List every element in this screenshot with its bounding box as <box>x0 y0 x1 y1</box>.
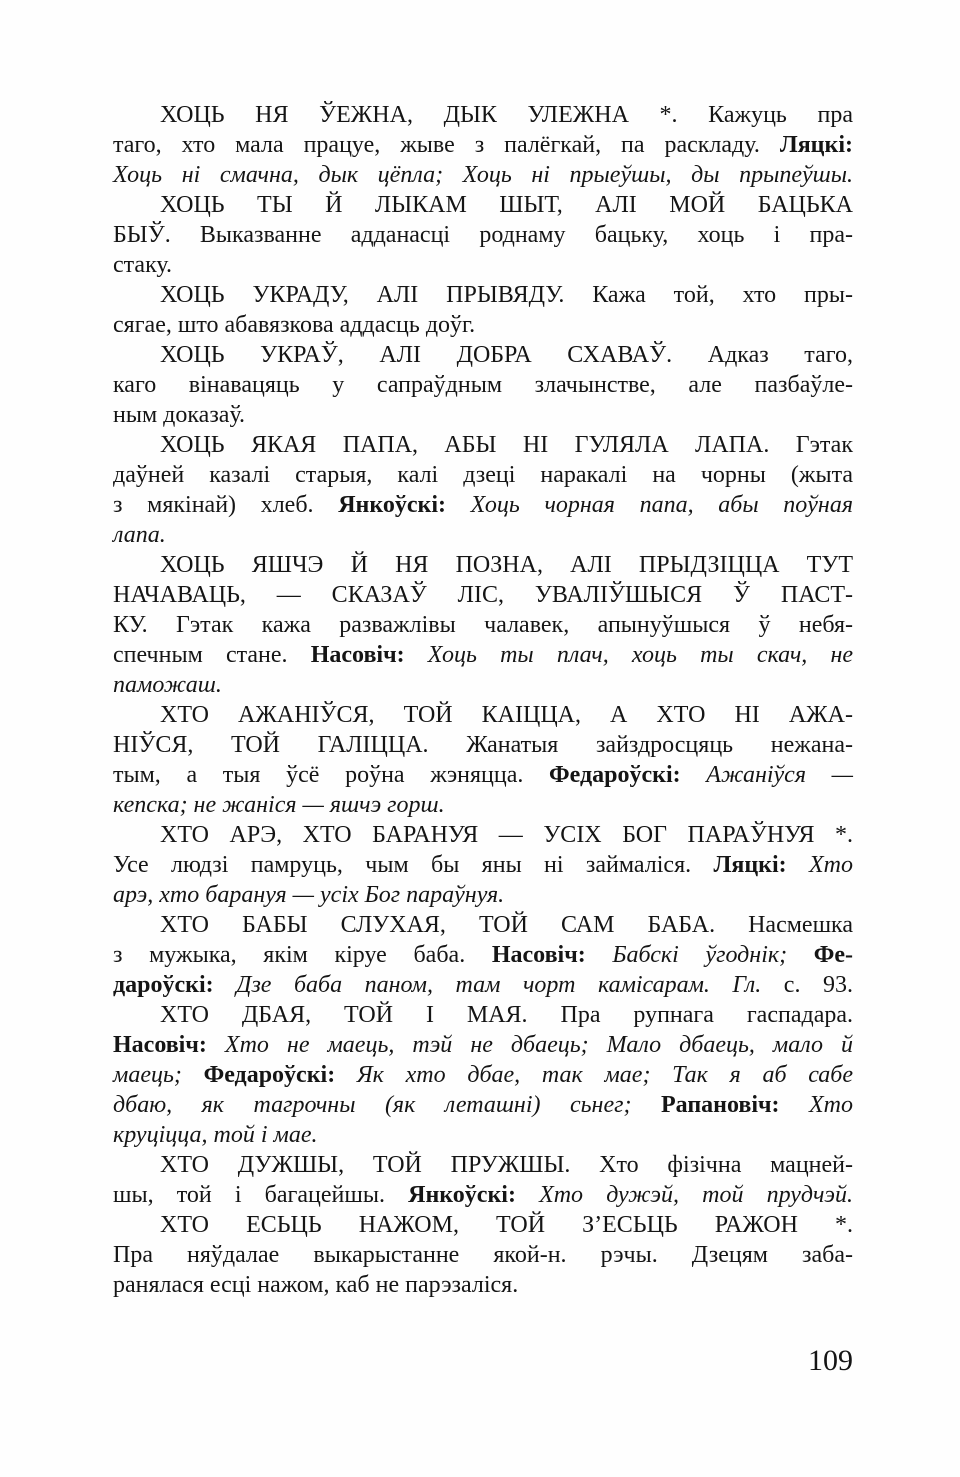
text-line <box>113 220 853 250</box>
source-name: дароўскі: <box>113 972 214 998</box>
text-line <box>113 580 853 610</box>
text-run: ранялася есці нажом, каб не парэзаліся. <box>113 1272 519 1298</box>
text-line <box>113 310 853 340</box>
proverb-entry <box>113 280 853 340</box>
source-name: Рапановіч: <box>660 1092 780 1118</box>
proverb-entry <box>113 430 853 550</box>
text-line <box>113 1270 853 1300</box>
source-name: Янкоўскі: <box>338 492 447 518</box>
text-run: шы, той і багацейшы. <box>113 1182 409 1208</box>
text-run: ХОЦЬ НЯ ЎЕЖНА, ДЫК УЛЕЖНА *. Кажуць пра <box>160 102 853 128</box>
text-line <box>113 1030 853 1060</box>
proverb-entry <box>113 820 853 910</box>
text-line <box>113 1150 853 1180</box>
text-run: ХОЦЬ ЯШЧЭ Й НЯ ПОЗНА, АЛІ ПРЫДЗІЦЦА ТУТ <box>160 552 853 578</box>
text-line <box>113 730 853 760</box>
text-run: ХТО ДУЖШЫ, ТОЙ ПРУЖШЫ. Хто фізічна мацней- <box>160 1152 853 1178</box>
quoted-proverb: Хоць ты плач, хоць ты скач, не <box>404 642 854 668</box>
text-run: ным доказаў. <box>113 402 246 428</box>
text-line <box>113 340 853 370</box>
text-line <box>113 1060 853 1090</box>
text-line <box>113 610 853 640</box>
proverb-entry <box>113 190 853 280</box>
text-line <box>113 130 853 160</box>
text-line <box>113 190 853 220</box>
proverb-entry <box>113 1210 853 1300</box>
text-run: БЫЎ. Выказванне адданасці роднаму бацьку, хоць і пра- <box>113 222 853 248</box>
text-line <box>113 880 853 910</box>
text-line <box>113 100 853 130</box>
text-line <box>113 640 853 670</box>
text-line <box>113 850 853 880</box>
text-line <box>113 160 853 190</box>
text-run: спечным стане. <box>113 642 311 668</box>
source-name: Ляцкі: <box>713 852 787 878</box>
text-run: ХОЦЬ ЯКАЯ ПАПА, АБЫ НІ ГУЛЯЛА ЛАПА. Гэтак <box>160 432 853 458</box>
text-line <box>113 1240 853 1270</box>
page-number: 109 <box>808 1344 853 1377</box>
text-run: НАЧАВАЦЬ, — СКАЗАЎ ЛІС, УВАЛІЎШЫСЯ Ў ПАСТ- <box>113 582 853 608</box>
proverb-entry <box>113 1000 853 1150</box>
text-run: тым, а тыя ўсё роўна жэняцца. <box>113 762 550 788</box>
quoted-proverb: Хоць чорная папа, абы поўная <box>446 492 853 518</box>
text-line <box>113 490 853 520</box>
text-run: КУ. Гэтак кажа разважлівы чалавек, апынуўшыся ў небя- <box>113 612 853 638</box>
text-run: даўней казалі старыя, калі дзеці наракалі на чорны (жыта <box>113 462 853 488</box>
source-name: Насовіч: <box>310 642 405 668</box>
quoted-proverb: лапа. <box>113 522 166 548</box>
text-run: каго вінавацяць у сапраўдным злачынстве, але пазбаўле- <box>113 372 853 398</box>
text-run: с. 93. <box>761 972 853 998</box>
proverb-entry <box>113 340 853 430</box>
text-run: НІЎСЯ, ТОЙ ГАЛІЦЦА. Жанатыя зайздросцяць нежана- <box>113 732 853 758</box>
text-run: ХТО ЕСЬЦЬ НАЖОМ, ТОЙ З’ЕСЬЦЬ РАЖОН *. <box>160 1212 853 1238</box>
proverb-entry <box>113 1150 853 1210</box>
text-run: з мякінай) хлеб. <box>113 492 339 518</box>
text-line <box>113 550 853 580</box>
quoted-proverb: Ажаніўся — <box>680 762 853 788</box>
source-name: Федароўскі: <box>549 762 681 788</box>
source-name: Насовіч: <box>113 1032 207 1058</box>
proverb-entry <box>113 550 853 700</box>
source-name: Федароўскі: <box>203 1062 336 1088</box>
text-line <box>113 400 853 430</box>
text-line <box>113 520 853 550</box>
text-run: ХТО БАБЫ СЛУХАЯ, ТОЙ САМ БАБА. Насмешка <box>160 912 853 938</box>
source-name: Фе- <box>813 942 854 968</box>
text-run: ХТО АРЭ, ХТО БАРАНУЯ — УСІХ БОГ ПАРАЎНУЯ *. <box>160 822 853 848</box>
text-line <box>113 430 853 460</box>
text-line <box>113 250 853 280</box>
quoted-proverb: Хоць ні смачна, дык цёпла; Хоць ні прыеўшы, ды прыпеўшы. <box>113 162 853 188</box>
text-run: ХОЦЬ УКРАДУ, АЛІ ПРЫВЯДУ. Кажа той, хто пры- <box>160 282 853 308</box>
source-name: Ляцкі: <box>779 132 853 158</box>
text-run: Усе людзі памруць, чым бы яны ні займаліся. <box>113 852 714 878</box>
text-run: ХОЦЬ ТЫ Й ЛЫКАМ ШЫТ, АЛІ МОЙ БАЦЬКА <box>160 192 853 218</box>
quoted-proverb: маець; <box>113 1062 204 1088</box>
text-run: Пра няўдалае выкарыстанне якой-н. рэчы. Дзецям заба- <box>113 1242 853 1268</box>
text-run: таго, хто мала працуе, жыве з палёгкай, па раскладу. <box>113 132 780 158</box>
text-line <box>113 670 853 700</box>
quoted-proverb: паможаш. <box>113 672 222 698</box>
quoted-proverb: Бабскі ўгоднік; <box>585 942 814 968</box>
text-block <box>113 100 853 1300</box>
text-run: з мужыка, якім кіруе баба. <box>113 942 492 968</box>
text-line <box>113 910 853 940</box>
quoted-proverb: круціцца, той і мае. <box>113 1122 318 1148</box>
text-run: ХТО АЖАНІЎСЯ, ТОЙ КАІЦЦА, А ХТО НІ АЖА- <box>160 702 853 728</box>
quoted-proverb: Як хто дбае, так мае; Так я аб сабе <box>335 1062 853 1088</box>
text-line <box>113 700 853 730</box>
quoted-proverb: Хто <box>786 852 854 878</box>
text-line <box>113 370 853 400</box>
text-line <box>113 940 853 970</box>
quoted-proverb: Хто дужэй, той прудчэй. <box>515 1182 854 1208</box>
source-name: Насовіч: <box>491 942 586 968</box>
quoted-proverb: Хто не маець, тэй не дбаець; Мало дбаець, мало й <box>206 1032 853 1058</box>
text-run: ХТО ДБАЯ, ТОЙ І МАЯ. Пра рупнага гаспадара. <box>160 1002 853 1028</box>
quoted-proverb: кепска; не жаніся — яшчэ горш. <box>113 792 445 818</box>
text-line <box>113 460 853 490</box>
text-run: ХОЦЬ УКРАЎ, АЛІ ДОБРА СХАВАЎ. Адказ таго, <box>160 342 853 368</box>
text-line <box>113 280 853 310</box>
text-line <box>113 1210 853 1240</box>
text-line <box>113 790 853 820</box>
quoted-proverb: дбаю, як тагрочны (як леташні) сьнег; <box>113 1092 661 1118</box>
text-line <box>113 820 853 850</box>
proverb-entry <box>113 700 853 820</box>
quoted-proverb: Дзе баба паном, там чорт камісарам. Гл. <box>213 972 762 998</box>
source-name: Янкоўскі: <box>408 1182 516 1208</box>
proverb-entry <box>113 910 853 1000</box>
text-line <box>113 760 853 790</box>
text-line <box>113 1120 853 1150</box>
text-run: стаку. <box>113 252 173 278</box>
text-line <box>113 1180 853 1210</box>
text-line <box>113 1000 853 1030</box>
text-line <box>113 970 853 1000</box>
text-run: сягае, што абавязкова аддасць доўг. <box>113 312 476 338</box>
proverb-entry <box>113 100 853 190</box>
text-line <box>113 1090 853 1120</box>
quoted-proverb: арэ, хто барануя — усіх Бог параўнуя. <box>113 882 505 908</box>
quoted-proverb: Хто <box>779 1092 854 1118</box>
